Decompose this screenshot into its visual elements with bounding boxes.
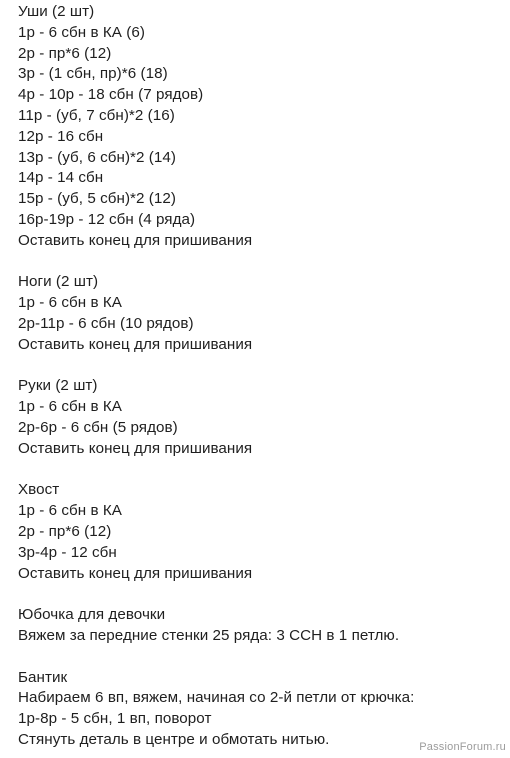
pattern-line: 14р - 14 сбн: [18, 169, 104, 187]
pattern-line: 12р - 16 сбн: [18, 127, 104, 145]
section-legs: [18, 272, 506, 355]
pattern-line: 2р-6р - 6 сбн (5 рядов): [18, 418, 178, 436]
section-ears: [18, 2, 506, 252]
section-spacer: [18, 647, 506, 668]
pattern-line: 4р - 10р - 18 сбн (7 рядов): [18, 86, 204, 104]
section-spacer: [18, 252, 506, 273]
pattern-document: [18, 0, 506, 751]
pattern-line: 1р - 6 сбн в КА: [18, 294, 122, 312]
section-spacer: [18, 460, 506, 481]
section-title: Юбочка для девочки: [18, 606, 166, 624]
pattern-line: 1р-8р - 5 сбн, 1 вп, поворот: [18, 710, 212, 728]
section-arms: [18, 376, 506, 459]
pattern-line: 11р - (уб, 7 сбн)*2 (16): [18, 106, 175, 124]
pattern-line: Оставить конец для пришивания: [18, 564, 253, 582]
pattern-line: 2р - пр*6 (12): [18, 522, 112, 540]
pattern-line: 1р - 6 сбн в КА: [18, 398, 122, 416]
pattern-line: Оставить конец для пришивания: [18, 335, 253, 353]
section-title: Уши (2 шт): [18, 3, 95, 20]
pattern-line: Вяжем за передние стенки 25 ряда: 3 ССН в 1 петлю.: [18, 626, 400, 644]
pattern-line: 13р - (уб, 6 сбн)*2 (14): [18, 148, 176, 166]
section-skirt: [18, 605, 506, 647]
section-spacer: [18, 356, 506, 377]
pattern-line: Набираем 6 вп, вяжем, начиная со 2-й петли от крючка:: [18, 689, 415, 707]
pattern-line: Стянуть деталь в центре и обмотать нитью.: [18, 730, 330, 748]
pattern-line: 15р - (уб, 5 сбн)*2 (12): [18, 190, 176, 208]
section-title: Хвост: [18, 481, 60, 499]
pattern-line: 2р - пр*6 (12): [18, 44, 112, 62]
pattern-line: 1р - 6 сбн в КА (6): [18, 23, 145, 41]
pattern-line: Оставить конец для пришивания: [18, 231, 253, 249]
section-title: Бантик: [18, 668, 68, 686]
section-title: Руки (2 шт): [18, 377, 98, 395]
pattern-line: 16р-19р - 12 сбн (4 ряда): [18, 210, 196, 228]
pattern-line: 3р - (1 сбн, пр)*6 (18): [18, 65, 168, 83]
pattern-line: 2р-11р - 6 сбн (10 рядов): [18, 314, 194, 332]
pattern-line: 1р - 6 сбн в КА: [18, 502, 122, 520]
section-bow: [18, 668, 506, 751]
watermark: PassionForum.ru: [419, 741, 506, 753]
pattern-line: Оставить конец для пришивания: [18, 439, 253, 457]
pattern-line: 3р-4р - 12 сбн: [18, 543, 117, 561]
section-spacer: [18, 584, 506, 605]
section-tail: [18, 480, 506, 584]
section-title: Ноги (2 шт): [18, 273, 99, 291]
